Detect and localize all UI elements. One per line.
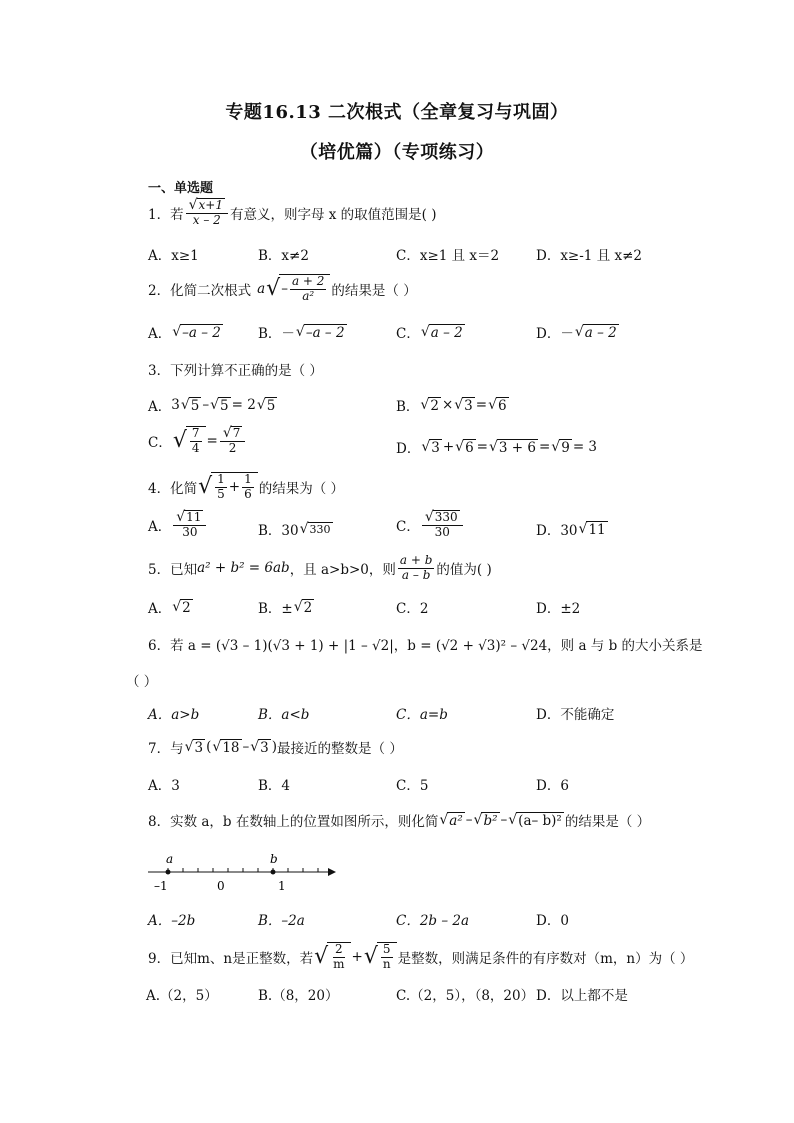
q3-option-d[interactable]: D． √ 3 + √ 6 = √ 3 + 6 = √ 9 = 3 bbox=[396, 439, 598, 457]
question-2-radical: √ – $\frac{a + 2}{\text{a²}}$ bbox=[266, 274, 330, 304]
q9-option-b[interactable]: B.（8，20） bbox=[258, 988, 339, 1004]
q4-option-a[interactable]: A． √ 11 30 bbox=[148, 510, 208, 540]
q4-option-d[interactable]: D．30 √ 11 bbox=[536, 521, 606, 539]
document-title: 专题16.13 二次根式（全章复习与巩固） bbox=[225, 102, 569, 123]
q2-option-b[interactable]: B．－ √ –a – 2 bbox=[258, 324, 345, 342]
q9-option-a[interactable]: A.（2，5） bbox=[146, 988, 218, 1004]
question-2-numerator: a + 2 bbox=[291, 274, 325, 288]
number-line-arrow bbox=[328, 868, 336, 876]
q1-option-b[interactable]: B．x≠2 bbox=[258, 248, 309, 264]
question-1-denominator: x – 2 bbox=[192, 213, 221, 228]
q6-option-a[interactable]: A．a>b bbox=[148, 707, 200, 723]
q3-option-a[interactable]: A． 3 √ 5 – √ 5 = 2 √ 5 bbox=[148, 397, 276, 415]
question-7: 7．与 √ 3 ( √ 18 – √ 3 ) 最接近的整数是（ ） bbox=[148, 739, 403, 757]
q6-option-d[interactable]: D．不能确定 bbox=[536, 707, 615, 723]
label-one: 1 bbox=[278, 879, 286, 893]
question-2-denominator: a² bbox=[302, 288, 315, 303]
q1-option-c[interactable]: C．x≥1 且 x＝2 bbox=[396, 248, 500, 264]
question-5-condition: a² + b² = 6ab bbox=[197, 560, 290, 577]
question-6: 6．若 a = (√3 – 1)(√3 + 1) + |1 – √2|，b = (√2 + √3)² – √24，则 a 与 b 的大小关系是 bbox=[148, 638, 703, 654]
question-2-prefix: 2．化简二次根式 bbox=[148, 282, 252, 299]
question-2-suffix: 的结果是（ ） bbox=[331, 282, 417, 299]
question-2 bbox=[148, 274, 417, 304]
q2-option-c[interactable]: C． √ a – 2 bbox=[396, 324, 463, 342]
q7-option-d[interactable]: D．6 bbox=[536, 778, 569, 794]
question-2-sign: – bbox=[281, 281, 288, 298]
q5-option-b[interactable]: B．± √ 2 bbox=[258, 599, 313, 617]
number-line-diagram bbox=[146, 846, 346, 896]
q5-option-c[interactable]: C．2 bbox=[396, 601, 429, 617]
question-4-prefix: 4．化简 bbox=[148, 480, 198, 497]
q1-option-a[interactable]: A．x≥1 bbox=[148, 248, 199, 264]
q9-option-c[interactable]: C.（2，5），（8，20） bbox=[396, 988, 535, 1004]
q7-option-a[interactable]: A．3 bbox=[148, 778, 180, 794]
q1-option-d[interactable]: D．x≥-1 且 x≠2 bbox=[536, 248, 642, 264]
q9-option-d[interactable]: D．以上都不是 bbox=[536, 988, 628, 1004]
number-line-ticks bbox=[168, 868, 318, 872]
question-9: 9．已知m、n是正整数，若 √ $\frac{2}{m}$ + √ $\frac{5}{n}$ 是整数，则满足条件的有序数对（m，n）为（ ） bbox=[148, 942, 694, 971]
question-4: 4．化简 √ $\frac{1}{5}$ + $\frac{1}{6}$ 的结果为（ ） bbox=[148, 472, 345, 501]
question-1-numerator: x+1 bbox=[198, 198, 223, 212]
question-1-suffix: 有意义，则字母 x 的取值范围是( ) bbox=[229, 206, 437, 223]
q3-option-b[interactable]: B． √ 2 × √ 3 = √ 6 bbox=[396, 397, 507, 415]
question-2-var: a bbox=[257, 280, 266, 297]
q7-option-c[interactable]: C．5 bbox=[396, 778, 429, 794]
question-5: 5．已知 a² + b² = 6ab ，且 a>b>0，则 $\frac{a + b}{a - b}$ 的值为( ) bbox=[148, 553, 492, 582]
label-b: b bbox=[270, 852, 278, 866]
q6-option-b[interactable]: B．a<b bbox=[258, 707, 310, 723]
question-8: 8．实数 a，b 在数轴上的位置如图所示，则化简 √ a² – √ b² – √ (a– b)² 的结果是（ ） bbox=[148, 812, 651, 830]
q8-option-b[interactable]: B．–2a bbox=[258, 913, 305, 929]
q3-option-c[interactable]: C． √ $\frac{7}{4}$ = √ 7 2 bbox=[148, 426, 247, 456]
q5-option-a[interactable]: A． √ 2 bbox=[148, 599, 191, 617]
q8-option-c[interactable]: C．2b – 2a bbox=[396, 913, 470, 929]
q7-option-b[interactable]: B．4 bbox=[258, 778, 291, 794]
point-a bbox=[166, 870, 171, 875]
question-4-suffix: 的结果为（ ） bbox=[258, 480, 345, 497]
q2-option-a[interactable]: A． √ –a – 2 bbox=[148, 324, 221, 342]
question-1 bbox=[148, 198, 437, 228]
point-b bbox=[271, 870, 276, 875]
label-zero: 0 bbox=[217, 879, 225, 893]
label-a: a bbox=[166, 852, 174, 866]
question-6-continuation: （ ） bbox=[126, 674, 158, 690]
question-1-fraction: √ x+1 x – 2 bbox=[186, 198, 228, 228]
question-3: 3．下列计算不正确的是（ ） bbox=[148, 363, 323, 379]
q5-option-d[interactable]: D．±2 bbox=[536, 601, 581, 617]
q8-option-d[interactable]: D．0 bbox=[536, 913, 569, 929]
question-1-prefix: 1．若 bbox=[148, 206, 184, 223]
q4-option-b[interactable]: B．30 √ 330 bbox=[258, 521, 331, 539]
section-heading: 一、单选题 bbox=[148, 181, 214, 196]
q6-option-c[interactable]: C．a=b bbox=[396, 707, 448, 723]
q8-option-a[interactable]: A．–2b bbox=[148, 913, 196, 929]
q4-option-c[interactable]: C． √ 330 30 bbox=[396, 510, 465, 540]
label-neg1: –1 bbox=[154, 879, 168, 893]
document-subtitle: （培优篇）（专项练习） bbox=[299, 142, 495, 163]
q2-option-d[interactable]: D．－ √ a – 2 bbox=[536, 324, 617, 342]
